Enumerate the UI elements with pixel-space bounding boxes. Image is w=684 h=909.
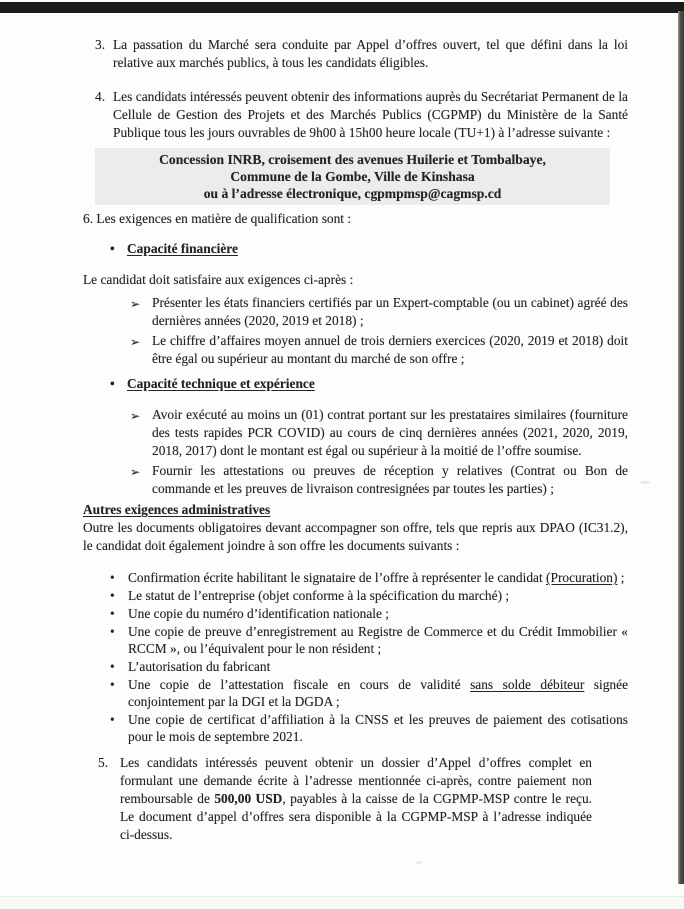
list-item-text: Une copie de preuve d’enregistrement au Registre de Commerce et du Crédit Immobilier « RCCM », ou l’équivalent pour le non résident ; <box>128 624 628 656</box>
address-line: Concession INRB, croisement des avenues Huilerie et Tombalbaye, <box>159 152 546 167</box>
list-item-text: L’autorisation du fabricant <box>128 659 271 674</box>
bullet-icon: • <box>110 588 115 603</box>
arrow-bullet-icon: ➢ <box>130 335 141 349</box>
scan-edge-top <box>0 2 684 13</box>
bullet-icon: • <box>110 712 115 727</box>
scan-artifact <box>640 481 650 484</box>
item-text: Les candidats intéressés peuvent obtenir un dossier d’Appel d’offres complet en formulant une demande écrite à l’adresse mentionnée ci-après, contre paiement non remboursable de 500,00 USD, payables à la caisse de la CGPMP-MSP contre le reçu. Le document d’appel d’offres sera disponible à la CGPMP-MSP à l’adresse indiquée ci-dessus. <box>120 755 593 842</box>
paragraph-item-6: 6. Les exigences en matière de qualification sont : <box>83 211 352 226</box>
document-list-item <box>110 676 628 710</box>
document-list-item <box>110 605 628 622</box>
address-line: Commune de la Gombe, Ville de Kinshasa <box>230 169 475 184</box>
list-item-text: Une copie du numéro d’identification nationale ; <box>128 606 390 621</box>
address-highlight-block <box>95 148 610 205</box>
document-list-item <box>110 623 628 657</box>
bullet-icon: • <box>110 376 115 391</box>
bullet-icon: • <box>110 659 115 674</box>
admin-intro: Outre les documents obligatoires devant accompagner son offre, tels que repris aux DPAO (IC31.2), le candidat doit également joindre à son offre les documents suivants : <box>83 520 628 553</box>
item-number: 5. <box>98 755 109 770</box>
address-line-email: ou à l’adresse électronique, cgpmpmsp@cagmsp.cd <box>203 186 502 201</box>
item-text: La passation du Marché sera conduite par Appel d’offres ouvert, tel que défini dans la loi relative aux marchés publics, à tous les candidats éligibles. <box>113 37 628 70</box>
requirement-text: Le chiffre d’affaires moyen annuel de trois derniers exercices (2020, 2019 et 2018) doit être égal ou supérieur au montant du marché de son offre ; <box>152 333 628 366</box>
requirement-item <box>130 406 628 460</box>
bullet-icon: • <box>110 606 115 621</box>
scan-edge-right <box>678 11 684 884</box>
item-text: Les candidats intéressés peuvent obtenir des informations auprès du Secrétariat Permanent de la Cellule de Gestion des Projets et des Marchés Publics (CGPMP) du Ministère de la Santé Publique tous les jours ouvrables de 9h00 à 15h00 heure locale (TU+1) à l’adresse suivante : <box>113 89 628 140</box>
arrow-bullet-icon: ➢ <box>130 465 141 479</box>
bullet-icon: • <box>110 624 115 639</box>
document-list-item <box>110 587 628 604</box>
section-heading-financial <box>110 240 628 258</box>
financial-intro: Le candidat doit satisfaire aux exigences ci-après : <box>83 272 354 287</box>
bullet-icon: • <box>110 241 115 256</box>
bullet-icon: • <box>110 677 115 692</box>
arrow-bullet-icon: ➢ <box>130 409 141 423</box>
list-item-text: Une copie de certificat d’affiliation à la CNSS et les preuves de paiement des cotisations pour le mois de septembre 2021. <box>128 712 628 744</box>
arrow-bullet-icon: ➢ <box>130 297 141 311</box>
section-heading-admin: Autres exigences administratives <box>83 502 271 517</box>
requirement-item <box>130 294 628 330</box>
section-heading-label: Capacité financière <box>127 241 238 256</box>
document-list-item <box>110 711 628 745</box>
list-item-text: Le statut de l’entreprise (objet conforme à la spécification du marché) ; <box>128 588 510 603</box>
requirement-item <box>130 332 628 368</box>
item-number: 4. <box>95 89 106 104</box>
section-heading-label: Capacité technique et expérience <box>127 376 315 391</box>
numbered-item-5 <box>83 754 592 844</box>
list-item-text: Confirmation écrite habilitant le signataire de l’offre à représenter le candidat (Procuration) ; <box>128 570 625 585</box>
section-heading-technical <box>110 375 628 393</box>
bullet-icon: • <box>110 570 115 585</box>
requirement-text: Présenter les états financiers certifiés par un Expert-comptable (ou un cabinet) agréé des dernières années (2020, 2019 et 2018) ; <box>152 295 628 328</box>
document-list-item <box>110 658 628 675</box>
numbered-item-3 <box>83 36 628 72</box>
item-number: 3. <box>95 37 106 52</box>
numbered-item-4 <box>83 88 628 142</box>
document-list-item <box>110 569 628 586</box>
scan-bottom-strip <box>0 897 684 909</box>
requirement-text: Avoir exécuté au moins un (01) contrat portant sur les prestataires similaires (fourniture des tests rapides PCR COVID) au cours de cinq dernières années (2021, 2020, 2019, 2018, 2017) dont le montant est égal ou supérieur à la moitié de l’offre soumise. <box>152 407 628 458</box>
scan-artifact <box>416 861 422 864</box>
requirement-item <box>130 462 628 498</box>
list-item-text: Une copie de l’attestation fiscale en cours de validité sans solde débiteur signée conjointement par la DGI et la DGDA ; <box>128 677 629 709</box>
requirement-text: Fournir les attestations ou preuves de réception y relatives (Contrat ou Bon de commande et les preuves de livraison contresignées par toutes les parties) ; <box>152 463 628 496</box>
document-content <box>83 36 628 844</box>
